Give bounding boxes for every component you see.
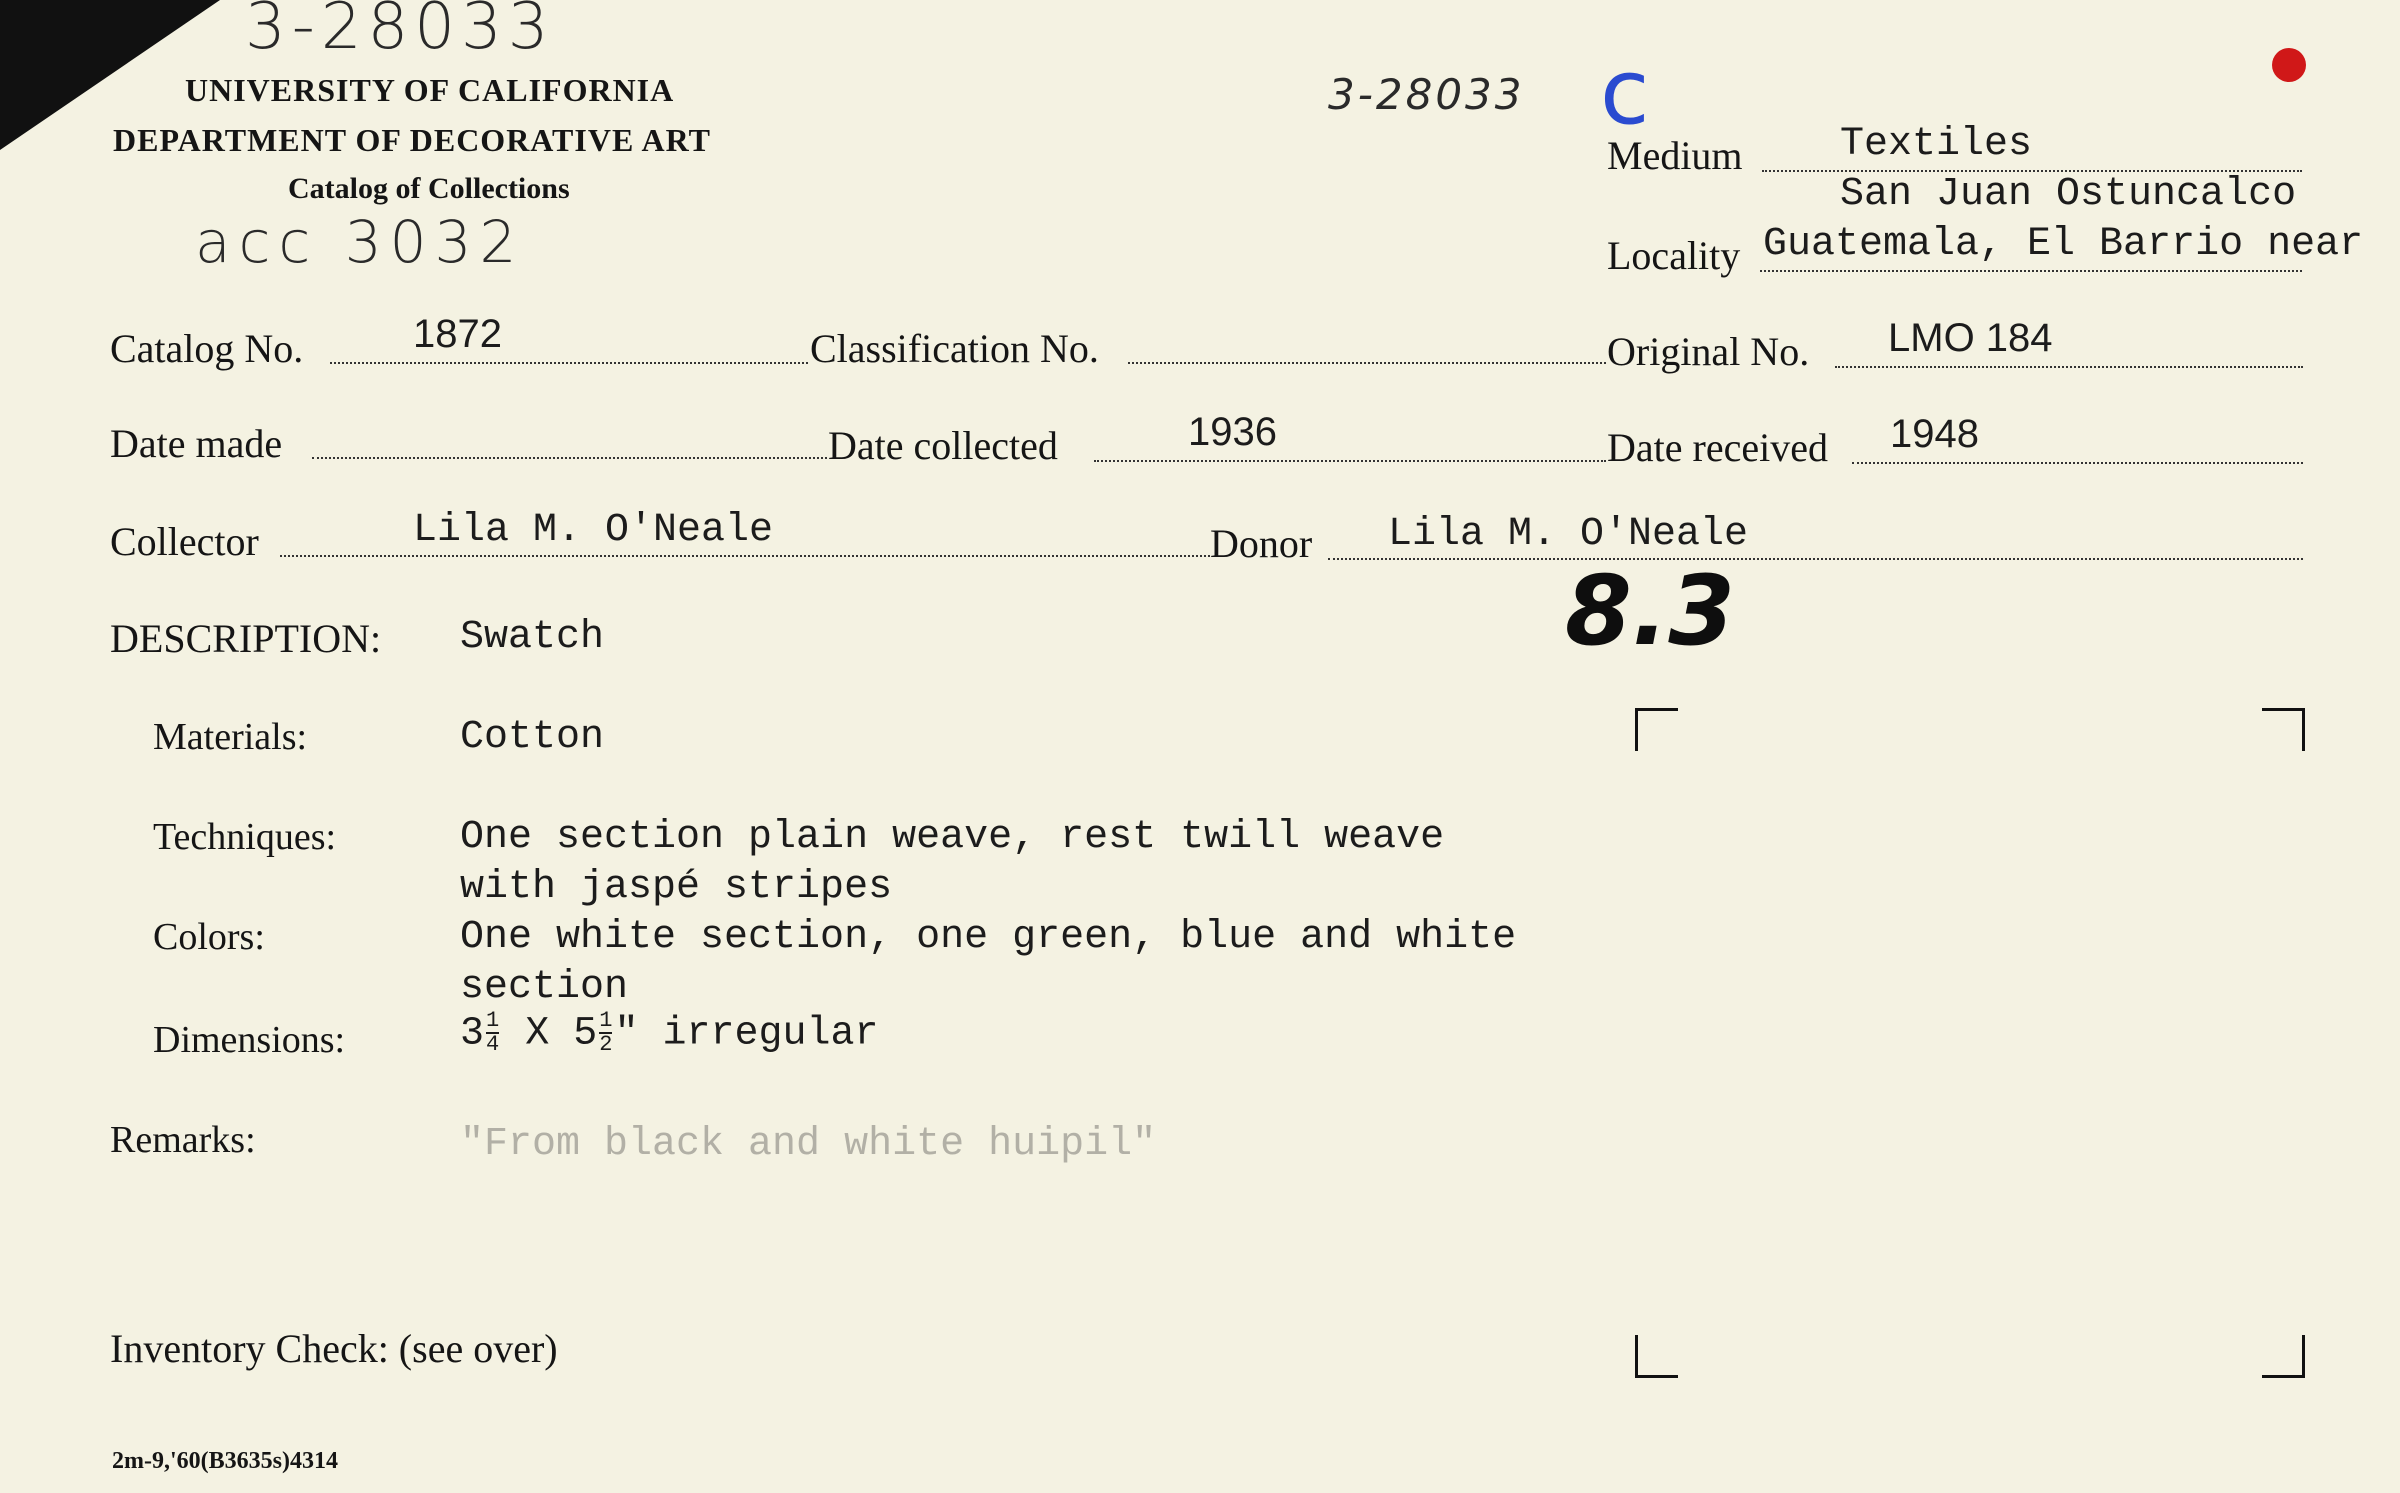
locality-label: Locality [1607,233,1741,278]
date-received-value: 1948 [1890,412,1979,456]
date-received-label: Date received [1607,425,1828,470]
frame-corner-bottom-right [2262,1335,2305,1378]
dimension-height-whole: 5 [573,1011,598,1057]
dimension-suffix: " irregular [614,1011,879,1057]
original-no-label: Original No. [1607,329,1810,374]
classification-no-label: Classification No. [810,326,1099,371]
date-made-label: Date made [110,421,283,466]
department-title: DEPARTMENT OF DECORATIVE ART [113,122,711,158]
original-no-value: LMO 184 [1888,316,2053,360]
colors-line1: One white section, one green, blue and white [460,915,1517,960]
catalog-subtitle: Catalog of Collections [288,172,570,205]
acc-number: acc 3032 [195,208,525,276]
donor-value: Lila M. O'Neale [1388,512,1749,557]
dimensions-value [460,1010,879,1057]
medium-label: Medium [1607,133,1743,178]
colors-line2: section [460,965,629,1010]
materials-value: Cotton [460,715,605,760]
center-catalog-number: 3-28033 [1328,70,1525,119]
frame-corner-top-right [2262,708,2305,751]
techniques-line2: with jaspé stripes [460,865,893,910]
red-dot-mark [2272,48,2306,82]
techniques-line1: One section plain weave, rest twill weave [460,815,1445,860]
donor-label: Donor [1210,521,1313,566]
description-label: DESCRIPTION: [110,616,382,661]
date-collected-value: 1936 [1188,410,1277,454]
dimension-width-fraction: $\frac{1}{4}$ [486,1008,500,1057]
footer-print-code: 2m-9,'60(B3635s)4314 [112,1448,338,1474]
blue-c-mark: c [1600,40,1650,145]
dimension-height-fraction: $\frac{1}{2}$ [599,1008,613,1057]
techniques-label: Techniques: [153,816,337,858]
top-catalog-number: 3-28033 [245,0,555,64]
inventory-check-label: Inventory Check: (see over) [110,1326,558,1371]
handwritten-annotation: 8.3 [1565,555,1736,667]
collector-value: Lila M. O'Neale [413,508,774,553]
collector-label: Collector [110,519,259,564]
materials-label: Materials: [153,716,308,758]
remarks-value: "From black and white huipil" [460,1122,1157,1167]
remarks-label: Remarks: [110,1119,256,1161]
locality-value-line2: Guatemala, El Barrio near [1763,222,2364,267]
frame-corner-bottom-left [1635,1335,1678,1378]
catalog-no-label: Catalog No. [110,326,304,371]
locality-value-line1: San Juan Ostuncalco [1840,172,2297,217]
description-value: Swatch [460,615,605,660]
colors-label: Colors: [153,916,265,958]
frame-corner-top-left [1635,708,1678,751]
dimensions-label: Dimensions: [153,1019,346,1061]
dimension-times: X [525,1011,550,1057]
university-title: UNIVERSITY OF CALIFORNIA [185,72,675,108]
dimension-width-whole: 3 [460,1011,485,1057]
medium-value: Textiles [1840,122,2033,167]
date-collected-label: Date collected [828,423,1058,468]
catalog-no-value: 1872 [413,312,502,356]
